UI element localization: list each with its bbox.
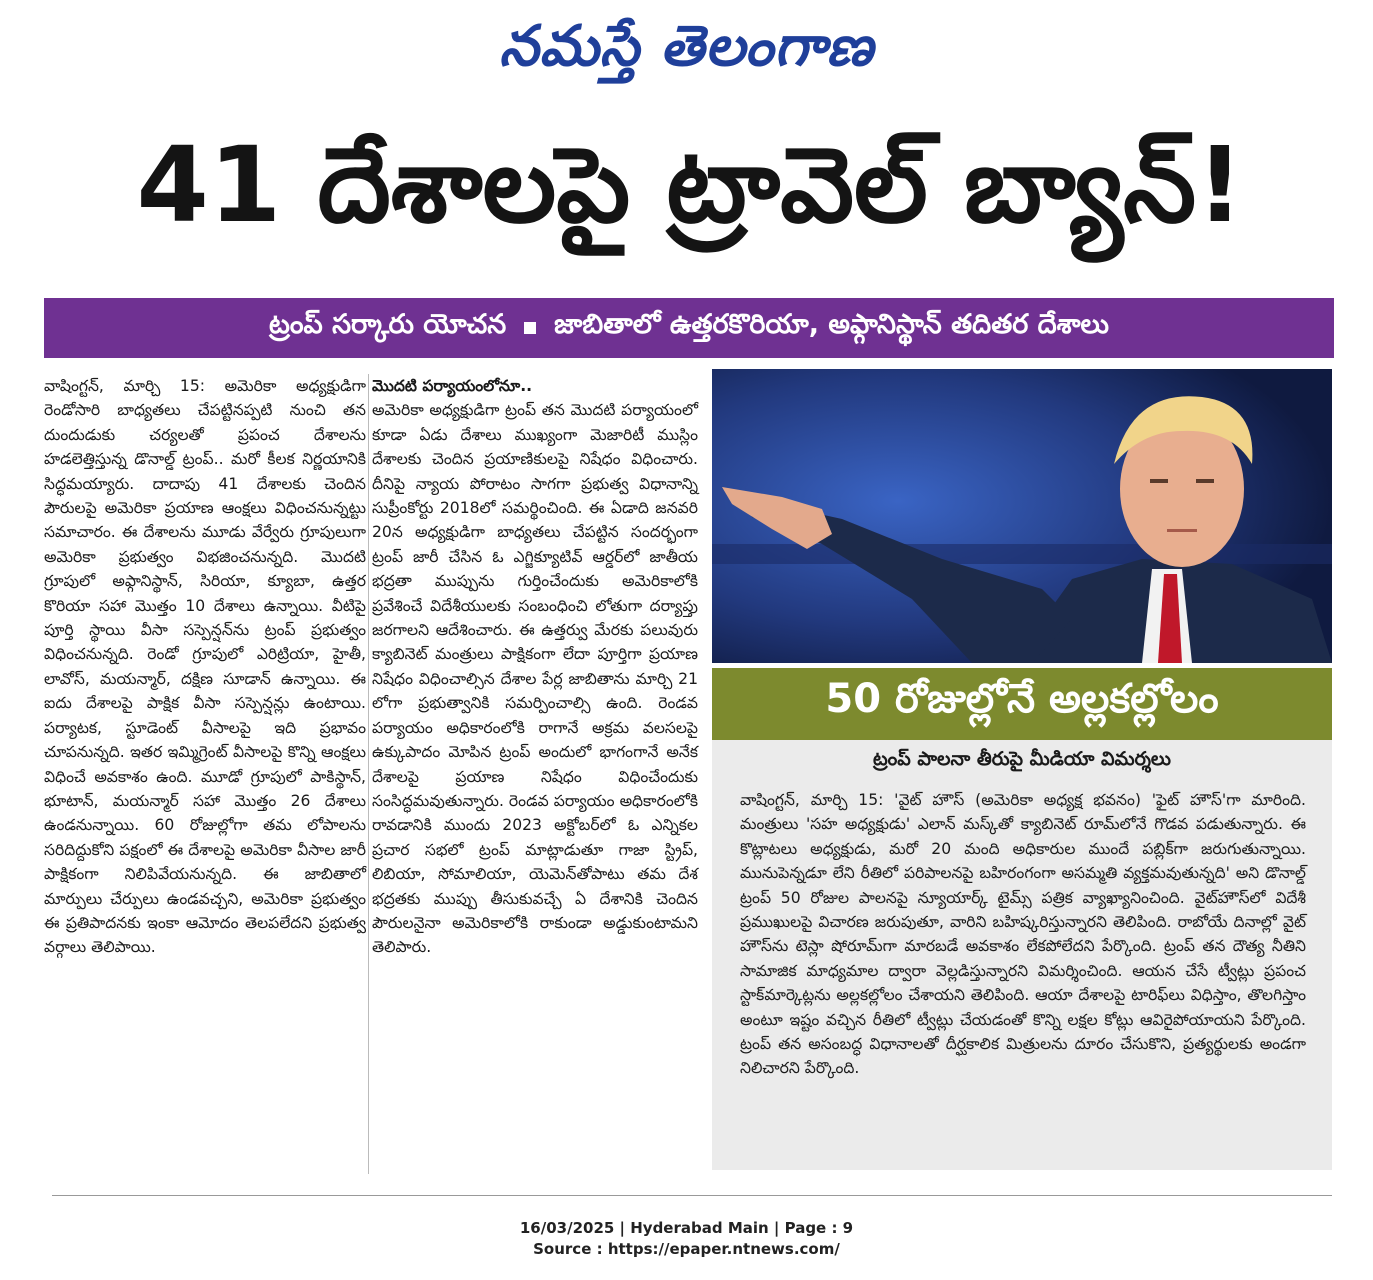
square-bullet-icon	[524, 322, 536, 334]
subheadline-bar	[44, 298, 1334, 358]
sidebar-title-bar: 50 రోజుల్లోనే అల్లకల్లోలం	[712, 668, 1332, 740]
column-2-text: అమెరికా అధ్యక్షుడిగా ట్రంప్ తన మొదటి పర్యాయంలో కూడా ఏడు దేశాలు ముఖ్యంగా మెజారిటీ ముస్లిం దేశాలకు చెందిన ప్రయాణికులపై నిషేధం విధించారు. దీనిపై న్యాయ పోరాటం సాగగా ప్రభుత్వ విధానాన్ని సుప్రీంకోర్టు 2018లో సమర్థించింది. ఈ ఏడాది జనవరి 20న అధ్యక్షుడిగా బాధ్యతలు చేపట్టిన సందర్భంగా ట్రంప్ జారీ చేసిన ఓ ఎగ్జిక్యూటివ్ ఆర్డర్‌లో జాతీయ భద్రతా ముప్పును గుర్తించేందుకు అమెరికాలోకి ప్రవేశించే విదేశీయులకు సంబంధించి లోతుగా దర్యాప్తు జరగాలని ఆదేశించారు. ఈ ఉత్తర్వు మేరకు పలువురు క్యాబినెట్ మంత్రులు పాక్షికంగా లేదా పూర్తిగా ప్రయాణ నిషేధం విధించాల్సిన దేశాల పేర్ల జాబితాను మార్చి 21 లోగా ప్రభుత్వానికి సమర్పించాల్సి ఉంది. రెండవ పర్యాయం అధికారంలోకి రాగానే అక్రమ వలసలపై ఉక్కుపాదం మోపిన ట్రంప్ అందులో భాగంగానే అనేక దేశాలపై ప్రయాణ నిషేధం విధించేందుకు సంసిద్ధమవుతున్నారు. రెండవ పర్యాయం అధికారంలోకి రావడానికి ముందు 2023 అక్టోబర్‌లో ఓ ఎన్నికల ప్రచార సభలో ట్రంప్ మాట్లాడుతూ గాజా స్ట్రిప్, లిబియా, సోమాలియా, యెమెన్‌తోపాటు తమ దేశ భద్రతకు ముప్పు తీసుకువచ్చే ఏ దేశానికి చెందిన పౌరులనైనా అమెరికాలోకి రాకుండా అడ్డుకుంటామని తెలిపారు.	[372, 401, 698, 957]
column-2-heading: మొదటి పర్యాయంలోనూ..	[372, 377, 533, 395]
subheadline-part1: ట్రంప్ సర్కారు యోచన	[268, 309, 507, 340]
sidebar-body: వాషింగ్టన్, మార్చి 15: 'వైట్ హౌస్ (అమెరికా అధ్యక్ష భవనం) 'ఫైట్ హౌస్'గా మారింది. మంత్రులు 'సహ అధ్యక్షుడు' ఎలాన్ మస్క్‌తో క్యాబినెట్ రూమ్‌లోనే గొడవ పడుతున్నారు. ఈ కొట్లాటలు అధ్యక్షుడు, మరో 20 మంది అధికారుల ముందే పబ్లిక్‌గా జరుగుతున్నాయి. మునుపెన్నడూ లేని రీతిలో పరిపాలనపై బహిరంగంగా అసమ్మతి వ్యక్తమవుతున్నది' అని డొనాల్డ్ ట్రంప్ 50 రోజుల పాలనపై న్యూయార్క్ టైమ్స్ పత్రిక వ్యాఖ్యానించింది. వైట్‌హౌస్‌లో విదేశీ ప్రముఖులపై విచారణ జరుపుతూ, వారిని బహిష్కరిస్తున్నారని తెలిపింది. రాబోయే దినాల్లో వైట్ హౌస్‌ను టెస్లా షోరూమ్‌గా మారబడే అవకాశం లేకపోలేదని పేర్కొంది. ట్రంప్ తన దౌత్య నీతిని సామాజిక మాధ్యమాల ద్వారా వెల్లడిస్తున్నారని విమర్శించింది. ఆయన చేసే ట్వీట్లు ప్రపంచ స్టాక్‌మార్కెట్లను అల్లకల్లోలం చేశాయని తెలిపింది. ఆయా దేశాలపై టారిఫ్‌లు విధిస్తాం, తొలగిస్తాం అంటూ ఇష్టం వచ్చిన రీతిలో ట్వీట్లు చేయడంతో కొన్ని లక్షల కోట్లు ఆవిరైపోయాయని పేర్కొంది. ట్రంప్ తన అసంబద్ధ విధానాలతో దీర్ఘకాలిక మిత్రులను దూరం చేసుకొని, ప్రత్యర్థులకు అండగా నిలిచారని పేర్కొంది.	[740, 791, 1306, 1078]
article-column-2	[372, 374, 698, 960]
masthead-logo: నమస్తే తెలంగాణ	[499, 13, 874, 79]
footer-date-edition: 16/03/2025 | Hyderabad Main | Page : 9	[519, 1219, 854, 1237]
article-photo	[712, 369, 1332, 663]
sidebar-box	[712, 740, 1332, 1170]
column-divider	[368, 374, 369, 1174]
headline: 41 దేశాలపై ట్రావెల్ బ్యాన్!	[136, 124, 1244, 246]
person-pointing-photo-icon	[712, 369, 1332, 663]
subheadline-part2: జాబితాలో ఉత్తరకొరియా, అఫ్గానిస్థాన్ తదితర దేశాలు	[554, 309, 1110, 340]
footer-divider	[52, 1195, 1332, 1196]
article-column-1: వాషింగ్టన్, మార్చి 15: అమెరికా అధ్యక్షుడిగా రెండోసారి బాధ్యతలు చేపట్టినప్పటి నుంచి తన దుందుడుకు చర్యలతో ప్రపంచ దేశాలను హడలెత్తిస్తున్న డొనాల్డ్ ట్రంప్.. మరో కీలక నిర్ణయానికి సిద్ధమయ్యారు. దాదాపు 41 దేశాలకు చెందిన పౌరులపై అమెరికా ప్రయాణ ఆంక్షలు విధించనున్నట్టు సమాచారం. ఈ దేశాలను మూడు వేర్వేరు గ్రూపులుగా అమెరికా ప్రభుత్వం విభజించనున్నది. మొదటి గ్రూపులో అఫ్గానిస్థాన్, సిరియా, క్యూబా, ఉత్తర కొరియా సహా మొత్తం 10 దేశాలు ఉన్నాయి. వీటిపై పూర్తి స్థాయి వీసా సస్పెన్షన్‌ను ట్రంప్ ప్రభుత్వం విధించనున్నది. రెండో గ్రూపులో ఎరిట్రియా, హైతీ, లావోస్, మయన్మార్, దక్షిణ సూడాన్ ఉన్నాయి. ఈ ఐదు దేశాలపై పాక్షిక వీసా సస్పెన్షన్లు ఉంటాయి. పర్యాటక, స్టూడెంట్ వీసాలపై ఇది ప్రభావం చూపనున్నది. ఇతర ఇమ్మిగ్రెంట్ వీసాలపై కొన్ని ఆంక్షలు విధించే అవకాశం ఉంది. మూడో గ్రూపులో పాకిస్థాన్, భూటాన్, మయన్మార్ సహా మొత్తం 26 దేశాలు ఉండనున్నాయి. 60 రోజుల్లోగా తమ లోపాలను సరిదిద్దుకోని పక్షంలో ఈ దేశాలపై అమెరికా వీసాల జారీ పాక్షికంగా నిలిపివేయనున్నది. ఈ జాబితాలో మార్పులు చేర్పులు ఉండవచ్చని, అమెరికా ప్రభుత్వం ఈ ప్రతిపాదనకు ఇంకా ఆమోదం తెలపలేదని ప్రభుత్వ వర్గాలు తెలిపాయి.	[44, 377, 366, 957]
footer-source: Source : https://epaper.ntnews.com/	[533, 1240, 840, 1258]
sidebar-subtitle: ట్రంప్ పాలనా తీరుపై మీడియా విమర్శలు	[873, 748, 1171, 770]
